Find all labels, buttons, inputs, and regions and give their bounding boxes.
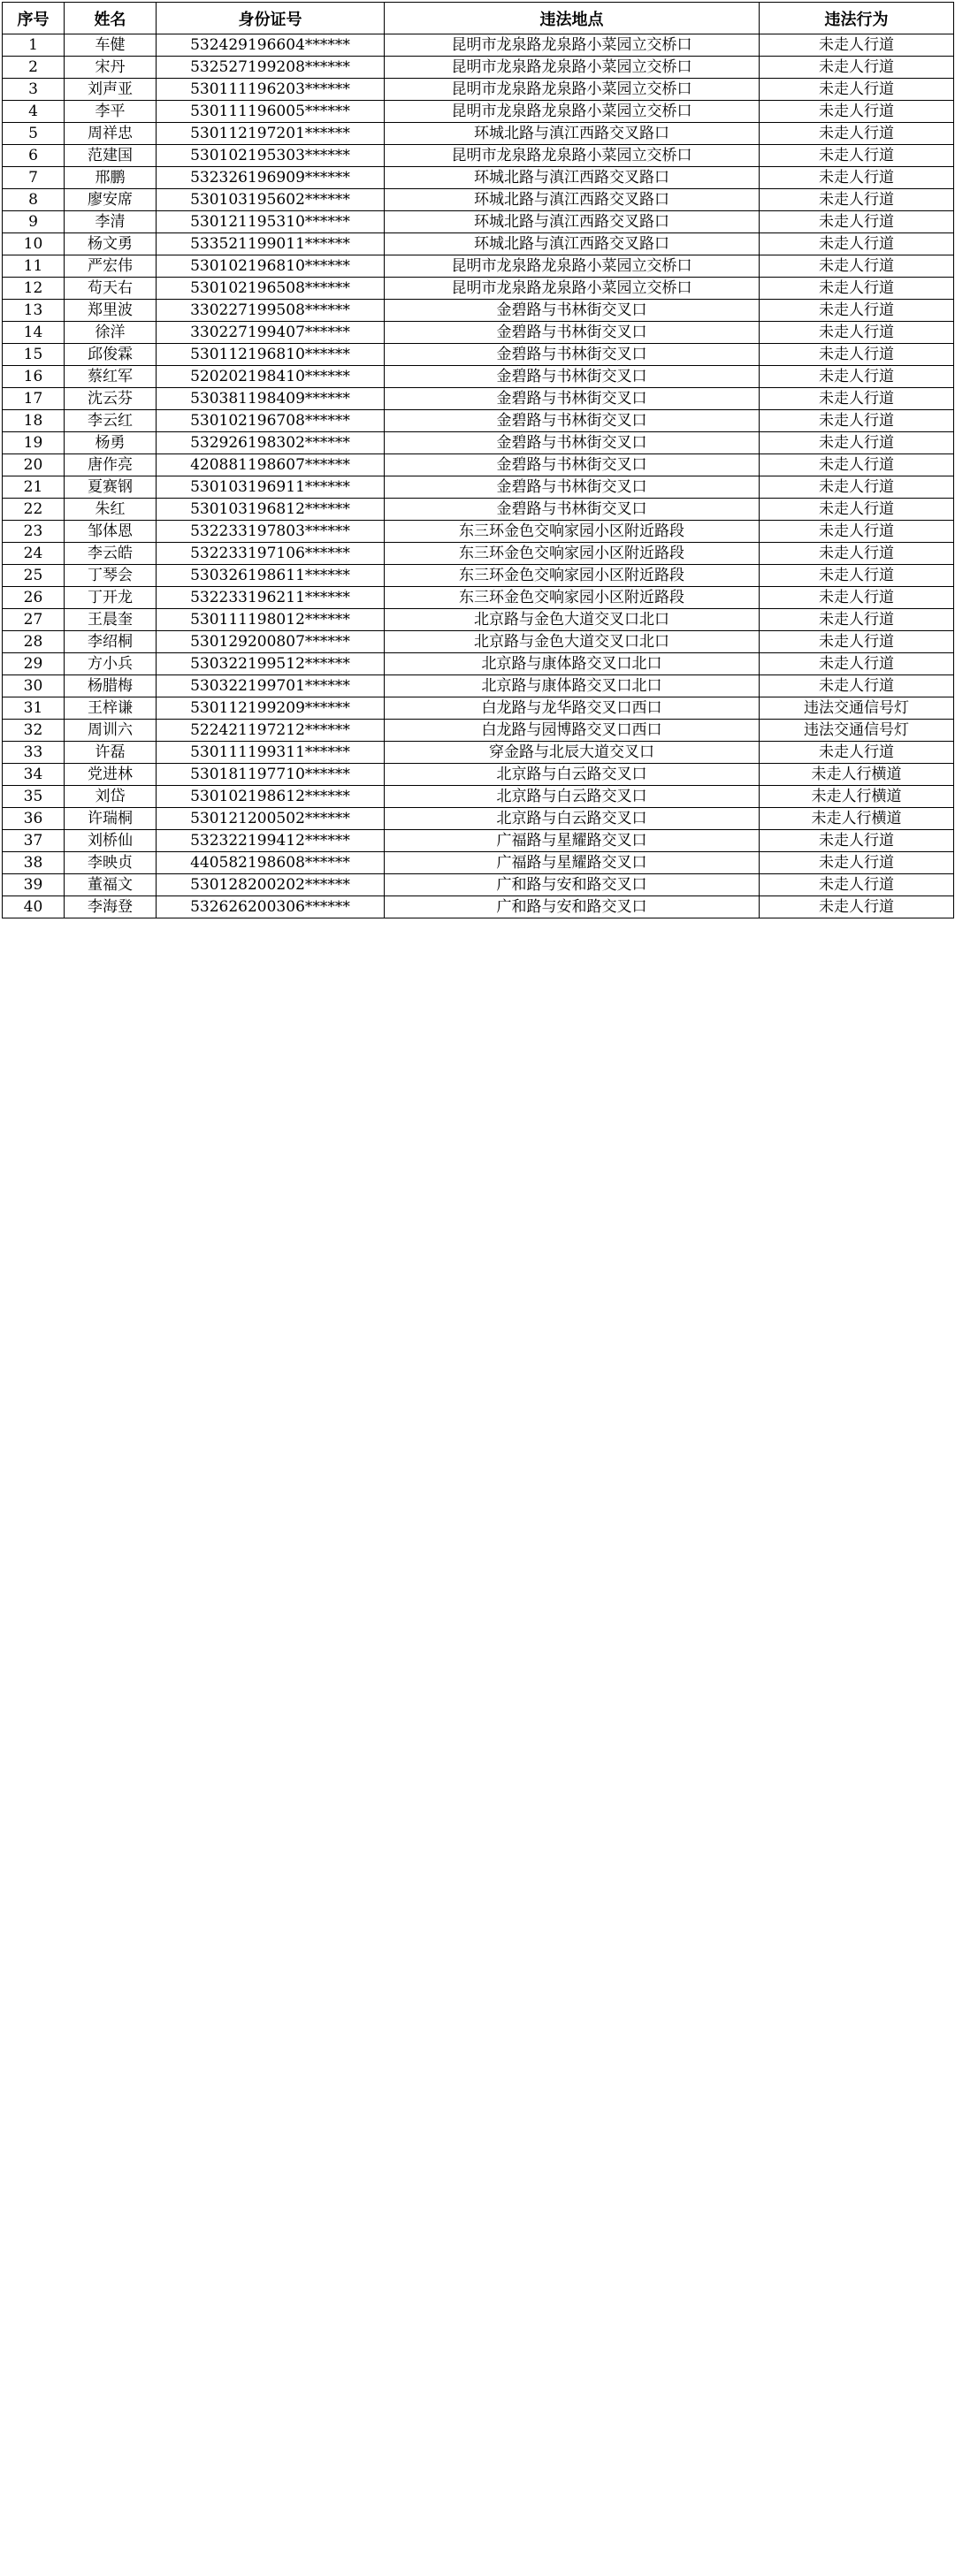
row-number: 20 xyxy=(3,454,65,476)
violation-place: 北京路与金色大道交叉口北口 xyxy=(385,609,760,631)
person-name: 许瑞桐 xyxy=(65,808,157,830)
id-number: 532233197106****** xyxy=(157,543,385,565)
id-number: 530121195310****** xyxy=(157,211,385,233)
row-number: 24 xyxy=(3,543,65,565)
id-number: 532326196909****** xyxy=(157,167,385,189)
id-number: 530326198611****** xyxy=(157,565,385,587)
violation-act: 未走人行道 xyxy=(760,499,954,521)
table-row xyxy=(3,830,954,852)
violation-act: 未走人行道 xyxy=(760,896,954,918)
id-number: 530111196203****** xyxy=(157,79,385,101)
table-row xyxy=(3,764,954,786)
violation-place: 昆明市龙泉路龙泉路小菜园立交桥口 xyxy=(385,145,760,167)
violation-place: 东三环金色交响家园小区附近路段 xyxy=(385,543,760,565)
person-name: 周祥忠 xyxy=(65,123,157,145)
row-number: 12 xyxy=(3,278,65,300)
violation-act: 未走人行道 xyxy=(760,57,954,79)
id-number: 530103195602****** xyxy=(157,189,385,211)
id-number: 530129200807****** xyxy=(157,631,385,653)
table-row xyxy=(3,808,954,830)
id-number: 530102196708****** xyxy=(157,410,385,432)
violation-act: 未走人行道 xyxy=(760,300,954,322)
row-number: 10 xyxy=(3,233,65,255)
person-name: 刘声亚 xyxy=(65,79,157,101)
violation-place: 广福路与星耀路交叉口 xyxy=(385,852,760,874)
person-name: 杨勇 xyxy=(65,432,157,454)
row-number: 9 xyxy=(3,211,65,233)
violation-act: 未走人行道 xyxy=(760,543,954,565)
violation-place: 环城北路与滇江西路交叉路口 xyxy=(385,189,760,211)
violation-act: 未走人行道 xyxy=(760,410,954,432)
person-name: 杨腊梅 xyxy=(65,675,157,697)
violation-act: 未走人行道 xyxy=(760,366,954,388)
row-number: 15 xyxy=(3,344,65,366)
id-number: 530322199512****** xyxy=(157,653,385,675)
table-row xyxy=(3,742,954,764)
person-name: 范建国 xyxy=(65,145,157,167)
table-row xyxy=(3,189,954,211)
person-name: 邹体恩 xyxy=(65,521,157,543)
header-name: 姓名 xyxy=(65,3,157,34)
table-row xyxy=(3,410,954,432)
row-number: 34 xyxy=(3,764,65,786)
violation-act: 未走人行道 xyxy=(760,167,954,189)
table-row xyxy=(3,344,954,366)
table-row xyxy=(3,697,954,720)
id-number: 530112197201****** xyxy=(157,123,385,145)
violation-act: 未走人行道 xyxy=(760,742,954,764)
violation-act: 未走人行道 xyxy=(760,521,954,543)
row-number: 16 xyxy=(3,366,65,388)
violation-place: 金碧路与书林街交叉口 xyxy=(385,300,760,322)
row-number: 18 xyxy=(3,410,65,432)
person-name: 方小兵 xyxy=(65,653,157,675)
violation-place: 金碧路与书林街交叉口 xyxy=(385,454,760,476)
person-name: 廖安席 xyxy=(65,189,157,211)
violation-act: 未走人行道 xyxy=(760,653,954,675)
id-number: 530381198409****** xyxy=(157,388,385,410)
violation-place: 昆明市龙泉路龙泉路小菜园立交桥口 xyxy=(385,79,760,101)
table-row xyxy=(3,211,954,233)
violation-place: 北京路与白云路交叉口 xyxy=(385,808,760,830)
id-number: 530111199311****** xyxy=(157,742,385,764)
violation-act: 未走人行横道 xyxy=(760,764,954,786)
row-number: 1 xyxy=(3,34,65,57)
table-row xyxy=(3,79,954,101)
table-row xyxy=(3,366,954,388)
row-number: 39 xyxy=(3,874,65,896)
table-row xyxy=(3,609,954,631)
id-number: 530102195303****** xyxy=(157,145,385,167)
table-row xyxy=(3,233,954,255)
table-row xyxy=(3,874,954,896)
person-name: 沈云芬 xyxy=(65,388,157,410)
violation-act: 未走人行道 xyxy=(760,278,954,300)
violation-place: 金碧路与书林街交叉口 xyxy=(385,344,760,366)
row-number: 7 xyxy=(3,167,65,189)
violation-place: 广和路与安和路交叉口 xyxy=(385,896,760,918)
person-name: 李云红 xyxy=(65,410,157,432)
id-number: 532926198302****** xyxy=(157,432,385,454)
id-number: 533521199011****** xyxy=(157,233,385,255)
row-number: 14 xyxy=(3,322,65,344)
person-name: 杨文勇 xyxy=(65,233,157,255)
row-number: 22 xyxy=(3,499,65,521)
violation-act: 未走人行道 xyxy=(760,432,954,454)
row-number: 33 xyxy=(3,742,65,764)
person-name: 邢鹏 xyxy=(65,167,157,189)
table-body xyxy=(3,34,954,918)
violation-act: 未走人行横道 xyxy=(760,808,954,830)
table-row xyxy=(3,587,954,609)
violation-act: 未走人行道 xyxy=(760,631,954,653)
violation-act: 未走人行道 xyxy=(760,101,954,123)
violation-act: 未走人行道 xyxy=(760,852,954,874)
violation-place: 昆明市龙泉路龙泉路小菜园立交桥口 xyxy=(385,57,760,79)
table-row xyxy=(3,786,954,808)
person-name: 刘桥仙 xyxy=(65,830,157,852)
violation-place: 环城北路与滇江西路交叉路口 xyxy=(385,211,760,233)
row-number: 36 xyxy=(3,808,65,830)
violation-place: 东三环金色交响家园小区附近路段 xyxy=(385,521,760,543)
row-number: 25 xyxy=(3,565,65,587)
row-number: 35 xyxy=(3,786,65,808)
violation-act: 未走人行道 xyxy=(760,565,954,587)
row-number: 32 xyxy=(3,720,65,742)
table-row xyxy=(3,388,954,410)
violation-place: 北京路与金色大道交叉口北口 xyxy=(385,631,760,653)
table-row xyxy=(3,454,954,476)
table-row xyxy=(3,255,954,278)
id-number: 532429196604****** xyxy=(157,34,385,57)
id-number: 530103196911****** xyxy=(157,476,385,499)
row-number: 40 xyxy=(3,896,65,918)
table-row xyxy=(3,675,954,697)
violation-place: 金碧路与书林街交叉口 xyxy=(385,476,760,499)
violation-sheet xyxy=(0,0,955,918)
id-number: 532233197803****** xyxy=(157,521,385,543)
header-row xyxy=(3,3,954,34)
person-name: 夏赛钢 xyxy=(65,476,157,499)
id-number: 420881198607****** xyxy=(157,454,385,476)
id-number: 330227199407****** xyxy=(157,322,385,344)
person-name: 党进林 xyxy=(65,764,157,786)
id-number: 520202198410****** xyxy=(157,366,385,388)
id-number: 530128200202****** xyxy=(157,874,385,896)
table-row xyxy=(3,101,954,123)
violation-act: 未走人行道 xyxy=(760,79,954,101)
violation-act: 未走人行道 xyxy=(760,587,954,609)
row-number: 31 xyxy=(3,697,65,720)
person-name: 王晨奎 xyxy=(65,609,157,631)
table-row xyxy=(3,432,954,454)
violation-place: 金碧路与书林街交叉口 xyxy=(385,499,760,521)
id-number: 330227199508****** xyxy=(157,300,385,322)
violation-act: 未走人行道 xyxy=(760,255,954,278)
violation-act: 未走人行横道 xyxy=(760,786,954,808)
violation-place: 白龙路与龙华路交叉口西口 xyxy=(385,697,760,720)
row-number: 26 xyxy=(3,587,65,609)
violation-act: 未走人行道 xyxy=(760,189,954,211)
violation-place: 北京路与康体路交叉口北口 xyxy=(385,675,760,697)
row-number: 6 xyxy=(3,145,65,167)
table-row xyxy=(3,653,954,675)
table-row xyxy=(3,543,954,565)
header-place: 违法地点 xyxy=(385,3,760,34)
person-name: 丁琴会 xyxy=(65,565,157,587)
id-number: 522421197212****** xyxy=(157,720,385,742)
person-name: 李映贞 xyxy=(65,852,157,874)
violation-place: 白龙路与园博路交叉口西口 xyxy=(385,720,760,742)
id-number: 530102198612****** xyxy=(157,786,385,808)
violation-place: 环城北路与滇江西路交叉路口 xyxy=(385,167,760,189)
table-row xyxy=(3,57,954,79)
violation-act: 未走人行道 xyxy=(760,476,954,499)
violation-place: 金碧路与书林街交叉口 xyxy=(385,322,760,344)
id-number: 530112196810****** xyxy=(157,344,385,366)
violation-act: 未走人行道 xyxy=(760,145,954,167)
id-number: 530102196810****** xyxy=(157,255,385,278)
violation-act: 未走人行道 xyxy=(760,344,954,366)
person-name: 郑里波 xyxy=(65,300,157,322)
row-number: 11 xyxy=(3,255,65,278)
violation-table xyxy=(2,2,954,918)
violation-place: 金碧路与书林街交叉口 xyxy=(385,388,760,410)
person-name: 严宏伟 xyxy=(65,255,157,278)
person-name: 唐作亮 xyxy=(65,454,157,476)
violation-act: 违法交通信号灯 xyxy=(760,697,954,720)
person-name: 李平 xyxy=(65,101,157,123)
id-number: 530112199209****** xyxy=(157,697,385,720)
table-row xyxy=(3,145,954,167)
violation-place: 环城北路与滇江西路交叉路口 xyxy=(385,233,760,255)
person-name: 李绍桐 xyxy=(65,631,157,653)
table-row xyxy=(3,852,954,874)
violation-act: 未走人行道 xyxy=(760,34,954,57)
violation-act: 未走人行道 xyxy=(760,211,954,233)
violation-act: 未走人行道 xyxy=(760,830,954,852)
violation-place: 昆明市龙泉路龙泉路小菜园立交桥口 xyxy=(385,278,760,300)
violation-place: 金碧路与书林街交叉口 xyxy=(385,366,760,388)
row-number: 27 xyxy=(3,609,65,631)
violation-act: 未走人行道 xyxy=(760,322,954,344)
row-number: 4 xyxy=(3,101,65,123)
violation-act: 未走人行道 xyxy=(760,609,954,631)
row-number: 3 xyxy=(3,79,65,101)
table-row xyxy=(3,300,954,322)
header-id: 身份证号 xyxy=(157,3,385,34)
person-name: 朱红 xyxy=(65,499,157,521)
id-number: 440582198608****** xyxy=(157,852,385,874)
row-number: 38 xyxy=(3,852,65,874)
row-number: 8 xyxy=(3,189,65,211)
person-name: 邱俊霖 xyxy=(65,344,157,366)
row-number: 2 xyxy=(3,57,65,79)
table-row xyxy=(3,720,954,742)
person-name: 周训六 xyxy=(65,720,157,742)
violation-place: 环城北路与滇江西路交叉路口 xyxy=(385,123,760,145)
violation-place: 东三环金色交响家园小区附近路段 xyxy=(385,587,760,609)
header-act: 违法行为 xyxy=(760,3,954,34)
violation-place: 金碧路与书林街交叉口 xyxy=(385,410,760,432)
table-row xyxy=(3,521,954,543)
id-number: 530102196508****** xyxy=(157,278,385,300)
id-number: 532233196211****** xyxy=(157,587,385,609)
row-number: 21 xyxy=(3,476,65,499)
row-number: 30 xyxy=(3,675,65,697)
person-name: 宋丹 xyxy=(65,57,157,79)
violation-act: 未走人行道 xyxy=(760,123,954,145)
id-number: 530322199701****** xyxy=(157,675,385,697)
violation-place: 广和路与安和路交叉口 xyxy=(385,874,760,896)
table-row xyxy=(3,167,954,189)
table-row xyxy=(3,278,954,300)
violation-place: 北京路与康体路交叉口北口 xyxy=(385,653,760,675)
violation-place: 昆明市龙泉路龙泉路小菜园立交桥口 xyxy=(385,101,760,123)
violation-act: 未走人行道 xyxy=(760,675,954,697)
person-name: 蔡红军 xyxy=(65,366,157,388)
person-name: 丁开龙 xyxy=(65,587,157,609)
person-name: 徐洋 xyxy=(65,322,157,344)
violation-place: 东三环金色交响家园小区附近路段 xyxy=(385,565,760,587)
id-number: 530111196005****** xyxy=(157,101,385,123)
person-name: 车健 xyxy=(65,34,157,57)
violation-place: 北京路与白云路交叉口 xyxy=(385,786,760,808)
table-row xyxy=(3,322,954,344)
row-number: 29 xyxy=(3,653,65,675)
table-row xyxy=(3,34,954,57)
person-name: 苟天右 xyxy=(65,278,157,300)
violation-act: 未走人行道 xyxy=(760,233,954,255)
row-number: 28 xyxy=(3,631,65,653)
violation-place: 昆明市龙泉路龙泉路小菜园立交桥口 xyxy=(385,255,760,278)
violation-place: 穿金路与北辰大道交叉口 xyxy=(385,742,760,764)
header-no: 序号 xyxy=(3,3,65,34)
table-row xyxy=(3,123,954,145)
row-number: 5 xyxy=(3,123,65,145)
person-name: 许磊 xyxy=(65,742,157,764)
id-number: 532322199412****** xyxy=(157,830,385,852)
id-number: 530121200502****** xyxy=(157,808,385,830)
table-row xyxy=(3,565,954,587)
row-number: 37 xyxy=(3,830,65,852)
row-number: 17 xyxy=(3,388,65,410)
violation-act: 未走人行道 xyxy=(760,388,954,410)
violation-place: 昆明市龙泉路龙泉路小菜园立交桥口 xyxy=(385,34,760,57)
violation-place: 北京路与白云路交叉口 xyxy=(385,764,760,786)
violation-act: 未走人行道 xyxy=(760,454,954,476)
row-number: 13 xyxy=(3,300,65,322)
row-number: 23 xyxy=(3,521,65,543)
person-name: 王梓谦 xyxy=(65,697,157,720)
table-row xyxy=(3,499,954,521)
id-number: 532527199208****** xyxy=(157,57,385,79)
person-name: 李海登 xyxy=(65,896,157,918)
id-number: 530111198012****** xyxy=(157,609,385,631)
person-name: 刘岱 xyxy=(65,786,157,808)
violation-place: 金碧路与书林街交叉口 xyxy=(385,432,760,454)
person-name: 董福文 xyxy=(65,874,157,896)
table-row xyxy=(3,476,954,499)
table-row xyxy=(3,631,954,653)
violation-act: 违法交通信号灯 xyxy=(760,720,954,742)
id-number: 530181197710****** xyxy=(157,764,385,786)
row-number: 19 xyxy=(3,432,65,454)
id-number: 530103196812****** xyxy=(157,499,385,521)
violation-place: 广福路与星耀路交叉口 xyxy=(385,830,760,852)
person-name: 李云皓 xyxy=(65,543,157,565)
table-row xyxy=(3,896,954,918)
table-header xyxy=(3,3,954,34)
violation-act: 未走人行道 xyxy=(760,874,954,896)
person-name: 李清 xyxy=(65,211,157,233)
id-number: 532626200306****** xyxy=(157,896,385,918)
